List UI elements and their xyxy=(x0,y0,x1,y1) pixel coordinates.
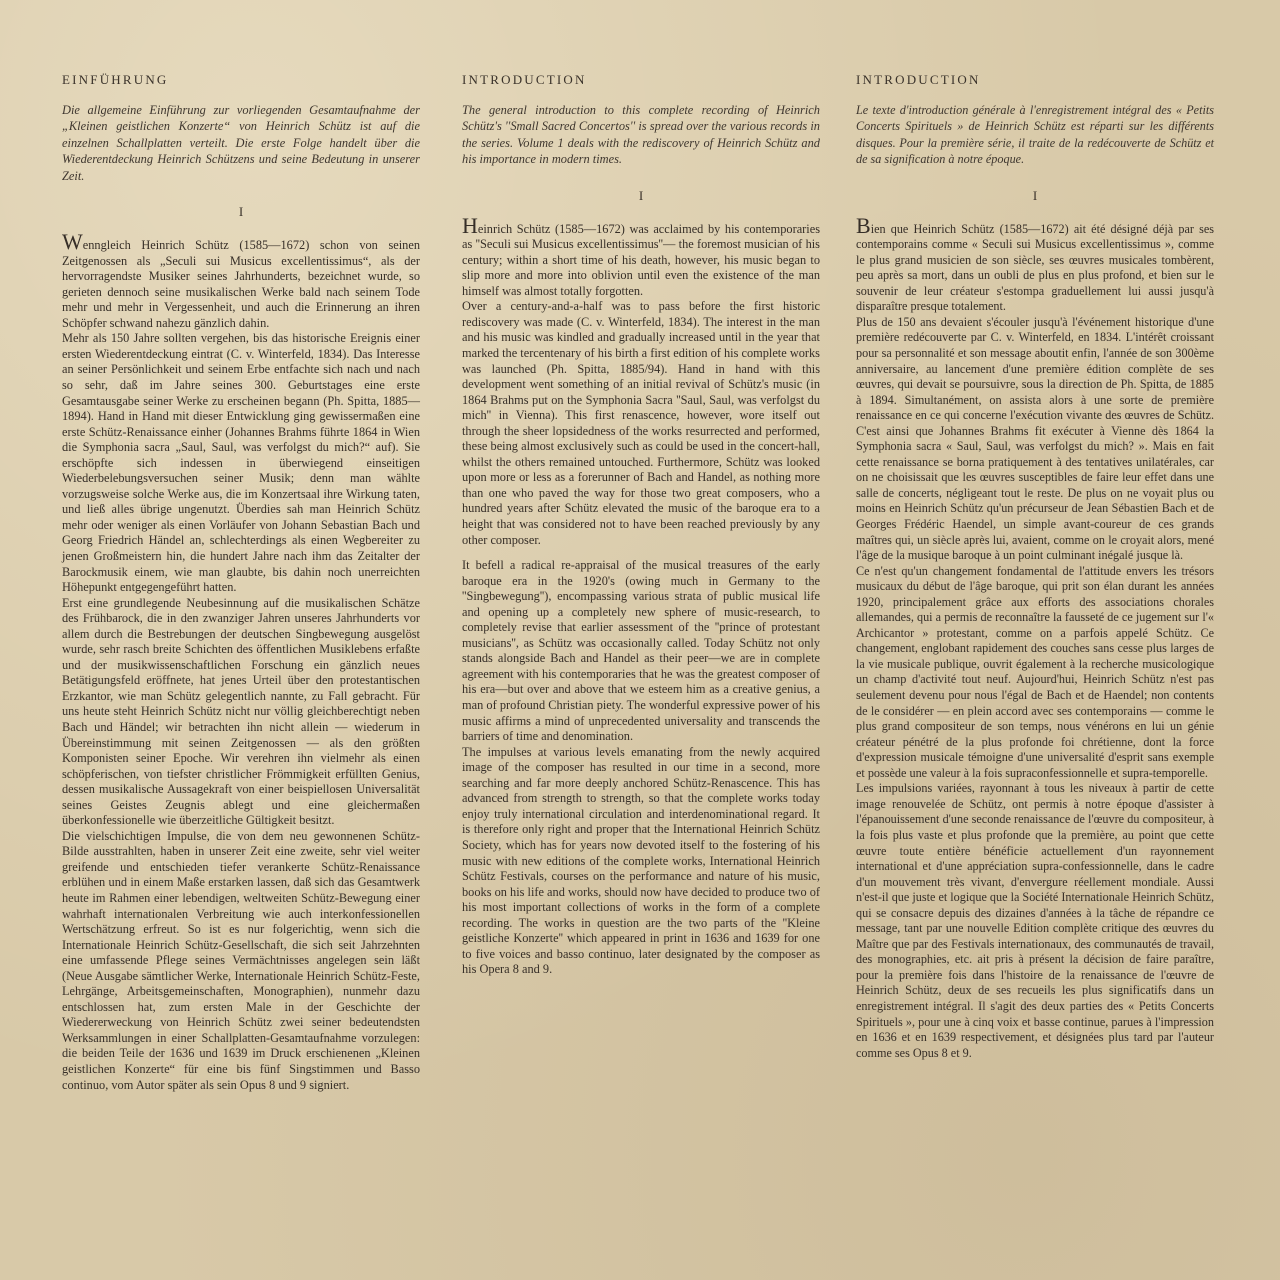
paragraph-french-2: Plus de 150 ans devaient s'écouler jusqu'à l'événement historique d'une première redécouverte par C. v. Winterfeld, en 1834. L'intérêt croissant pour sa personnalité et son message aboutit enfin, l'année de son 300ème anniversaire, au lancement d'une première édition complète de ses œuvres, qui devait se poursuivre, sous la direction de Ph. Spitta, de 1885 à 1894. Simultanément, on assista alors à une sorte de première renaissance en ce qui concerne l'exécution vivante des œuvres de Schütz. C'est ainsi que Johannes Brahms fit exécuter à Vienne dès 1864 la Symphonia sacra « Saul, Saul, was verfolgst du mich? ». Mais en fait cette renaissance se borna pratiquement à des tentatives unilatérales, car on ne choisissait que les œuvres susceptibles de faire leur effet dans une salle de concerts, négligeant tout le reste. De plus on ne voyait plus ou moins en Heinrich Schütz qu'un précurseur de Jean Sébastien Bach et de Georges Frédéric Haendel, un simple avant-coureur de ces grands maîtres qui, un siècle après lui, avaient, comme on le croyait alors, mené l'âge de la musique baroque à un point culminant inégalé jusque là. xyxy=(856,314,1214,563)
paragraph-english-4: The impulses at various levels emanating from the newly acquired image of the composer has resulted in our time in a second, more searching and far more deeply anchored Schütz-Renascence. This has advanced from strength to strength, so that the complete works today enjoy truly international circulation and interdenominational regard. It is therefore only right and proper that the International Heinrich Schütz Society, which has for years now devoted itself to the fostering of his music with new editions of the complete works, International Heinrich Schütz Festivals, courses on the performance and nature of his music, books on his life and works, should now have decided to produce two of his most important collections of works in the form of a complete recording. The works in question are the two parts of the ''Kleine geistliche Konzerte'' which appeared in print in 1636 and 1639 for one to five voices and basso continuo, later designated by the composer as his Opera 8 and 9. xyxy=(462,744,820,977)
dropcap-german: W xyxy=(62,229,83,255)
paragraph-french-4: Les impulsions variées, rayonnant à tous les niveaux à partir de cette image renouvelée de Schütz, ont permis à notre époque d'assister à l'épanouissement d'une seconde renaissance de l'œuvre du compositeur, à la fois plus vaste et plus profonde que la première, au point que cette œuvre toute entière bénéficie actuellement d'un rayonnement international et d'une appréciation supra-confessionnelle, dans le cadre d'un mouvement très vivant, d'envergure réellement mondiale. Aussi n'est-il que juste et logique que la Société Internationale Heinrich Schütz, qui se consacre depuis des dizaines d'années à la tâche de répandre ce message, tant par une nouvelle Edition complète critique des œuvres du Maître que par des Festivals internationaux, des communautés de travail, des monographies, etc. ait pris à présent la décision de faire paraître, pour la première fois dans l'histoire de la renaissance de l'œuvre de Heinrich Schütz, deux de ses recueils les plus significatifs dans un enregistrement intégral. Il s'agit des deux parties des « Petits Concerts Spirituels », pour une à cinq voix et basse continue, parues à l'impression en 1636 et en 1639 respectivement, et désignées plus tard par l'auteur comme ses Opus 8 et 9. xyxy=(856,781,1214,1060)
intro-french: Le texte d'introduction générale à l'enregistrement intégral des « Petits Concerts Spirituels » de Heinrich Schütz est réparti sur les différents disques. Pour la première série, il traite de la redécouverte de Schütz et de sa signification à notre époque. xyxy=(856,103,1214,167)
paragraph-french-3: Ce n'est qu'un changement fondamental de l'attitude envers les trésors musicaux du début de l'âge baroque, qui prit son élan durant les années 1920, principalement grâce aux efforts des associations chorales allemandes, qui a permis de reconnaître la fausseté de ce jugement sur l'« Archicantor » protestant, comme on a parfois appelé Schütz. Ce changement, englobant rapidement des couches sans cesse plus larges de la vie musicale publique, ouvrit également à la recherche musicologique un champ d'activité tout neuf. Aujourd'hui, Heinrich Schütz n'est pas seulement devenu pour nous l'égal de Bach et de Haendel; non contents de le considérer — en plein accord avec ses contemporains — comme le plus grand compositeur de son temps, nous vénérons en lui un génie créateur pénétré de la plus profonde foi chrétienne, dont la force d'expression musicale témoigne d'une universalité d'esprit sans exemple et possède une valeur à la fois supraconfessionnelle et supra-temporelle. xyxy=(856,563,1214,780)
paragraph-german-2: Mehr als 150 Jahre sollten vergehen, bis das historische Ereignis einer ersten Wiederentdeckung eintrat (C. v. Winterfeld, 1834). Das Interesse an seiner Persönlichkeit und seinem Erbe entfachte sich nach und nach so sehr, daß im Jahre seines 300. Geburtstages eine erste Gesamtausgabe seiner Werke zu erscheinen begann (Ph. Spitta, 1885—1894). Hand in Hand mit dieser Entwicklung ging gewissermaßen eine erste Schütz-Renaissance einher (Johannes Brahms führte 1864 in Wien die Symphonia sacra „Saul, Saul, was verfolgst du mich?“ auf). Sie erschöpfte sich indessen in überwiegend einseitigen Wiederbelebungsversuchen seiner Musik; denn man wählte vorzugsweise solche Werke aus, die im Konzertsaal ihre Wirkung taten, und ließ alles übrige ungenutzt. Überdies sah man Heinrich Schütz mehr oder weniger als einen Vorläufer von Johann Sebastian Bach und Georg Friedrich Händel an, schlechterdings als einen Wegbereiter zu jenen Großmeistern hin, die hundert Jahre nach ihm das Zeitalter der Barockmusik einem, wie man glaubte, bis dahin noch unerreichten Höhepunkt entgegengeführt hatten. xyxy=(62,331,420,595)
column-english xyxy=(462,72,820,978)
paragraph-german-3: Erst eine grundlegende Neubesinnung auf die musikalischen Schätze des Frühbarock, die in den zwanziger Jahren unseres Jahrhunderts vor allem durch die Bestrebungen der deutschen Singbewegung ausgelöst wurde, sehr rasch breite Schichten des öffentlichen Musiklebens erfaßte und der musikwissenschaftlichen Forschung ein gänzlich neues Betätigungsfeld eröffnete, hat jenes Urteil über den protestantischen Erzkantor, wie man Schütz gelegentlich nannte, zu Fall gebracht. Für uns heute steht Heinrich Schütz nicht nur völlig gleichberechtigt neben Bach und Händel; wir betrachten ihn nicht allein — wiederum in Übereinstimmung mit seinen Zeitgenossen — als den größten Komponisten seiner Epoche. Wir verehren ihn vielmehr als einen schöpferischen, von tiefster christlicher Frömmigkeit erfüllten Genius, dessen musikalische Aussagekraft von einer beispiellosen Universalität seines Geistes Zeugnis ablegt und eine gleichermaßen überkonfessionelle wie überzeitliche Gültigkeit besitzt. xyxy=(62,595,420,828)
body-french xyxy=(856,212,1214,1062)
paragraph-english-3: It befell a radical re-appraisal of the musical treasures of the early baroque era in the 1920's (owing much in Germany to the ''Singbewegung''), encompassing various strata of public musical life and opening up a completely new sphere of music-research, to completely revise that earlier assessment of the ''prince of protestant musicians'', as Schütz was occasionally called. Today Schütz not only stands alongside Bach and Handel as their peer—we are in complete agreement with his contemporaries that he was the greatest composer of his era—but over and above that we esteem him as a creative genius, a man of profound Christian piety. The wonderful expressive power of his music affirms a mind of unprecedented universality and transcends the barriers of time and denomination. xyxy=(462,558,820,744)
body-german xyxy=(62,229,420,1093)
column-french xyxy=(856,72,1214,1061)
section-numeral-german: I xyxy=(238,204,244,220)
intro-english: The general introduction to this complete recording of Heinrich Schütz's ''Small Sacred Concertos'' is spread over the various records in the series. Volume 1 deals with the rediscovery of Heinrich Schütz and his importance in modern times. xyxy=(462,103,820,167)
body-english xyxy=(462,212,820,978)
dropcap-english: H xyxy=(462,212,478,238)
paragraph-german-4: Die vielschichtigen Impulse, die von dem neu gewonnenen Schütz-Bilde ausstrahlten, haben in unserer Zeit eine zweite, sehr viel weiter greifende und entschieden tiefer verankerte Schütz-Renaissance erblühen und in einem Maße erstarken lassen, daß sich das Gesamtwerk heute im Rahmen einer lebendigen, weltweiten Schütz-Bewegung einer wahrhaft internationalen Verbreitung wie auch interkonfessionellen Wertschätzung erfreut. So ist es nur folgerichtig, wenn sich die Internationale Heinrich Schütz-Gesellschaft, die sich seit Jahrzehnten eine umfassende Pflege seines Vermächtnisses angelegen sein läßt (Neue Ausgabe sämtlicher Werke, Internationale Heinrich Schütz-Feste, Lehrgänge, Arbeitsgemeinschaften, Monographien), nunmehr dazu entschlossen hat, zum ersten Male in der Geschichte der Wiedererweckung von Heinrich Schütz zwei seiner bedeutendsten Werksammlungen in einer Schallplatten-Gesamtaufnahme vorzulegen: die beiden Teile der 1636 und 1639 im Druck erschienenen „Kleinen geistlichen Konzerte“ für eine bis fünf Singstimmen und Basso continuo, vom Autor später als sein Opus 8 und 9 signiert. xyxy=(62,828,420,1092)
heading-german: EINFÜHRUNG xyxy=(62,72,169,87)
section-numeral-french: I xyxy=(1032,187,1038,203)
intro-german: Die allgemeine Einführung zur vorliegenden Gesamtaufnahme der „Kleinen geistlichen Konzerte“ von Heinrich Schütz ist auf die einzelnen Schallplatten verteilt. Die erste Folge handelt über die Wiederentdeckung Heinrich Schützens und seine Bedeutung in unserer Zeit. xyxy=(62,103,420,183)
paragraph-german-1: Wenngleich Heinrich Schütz (1585—1672) schon von seinen Zeitgenossen als „Seculi sui Musicus excellentissimus“, als der hervorragendste Musiker seines Jahrhunderts, bezeichnet wurde, so gerieten dennoch seine musikalischen Werke bald nach seinem Tode mehr und mehr in Vergessenheit, und auch die Erinnerung an ihren Schöpfer schwand nahezu gänzlich dahin. xyxy=(62,229,420,330)
paragraph-french-1: Bien que Heinrich Schütz (1585—1672) ait été désigné déjà par ses contemporains comme « Seculi sui Musicus excellentissimus », comme le plus grand musicien de son siècle, ses œuvres musicales tombèrent, peu après sa mort, dans un oubli de plus en plus profond, et bien sur le souvenir de leur créateur s'estompa graduellement lui aussi jusqu'à disparaître presque totalement. xyxy=(856,212,1214,314)
column-german xyxy=(62,72,420,1093)
heading-french: INTRODUCTION xyxy=(856,72,981,87)
dropcap-french: B xyxy=(856,212,871,238)
heading-english: INTRODUCTION xyxy=(462,72,587,87)
paragraph-english-1: Heinrich Schütz (1585—1672) was acclaimed by his contemporaries as ''Seculi sui Musicus excellentissimus''— the foremost musician of his century; within a short time of his death, however, his music began to slip more and more into oblivion until even the existence of the man himself was almost totally forgotten. xyxy=(462,212,820,298)
section-numeral-english: I xyxy=(638,187,644,203)
paragraph-english-2: Over a century-and-a-half was to pass before the first historic rediscovery was made (C. v. Winterfeld, 1834). The interest in the man and his music was kindled and gradually increased until in the year that marked the tercentenary of his birth a first edition of his complete works was launched (Ph. Spitta, 1885/94). Hand in hand with this development went something of an initial revival of Schütz's music (in 1864 Brahms put on the Symphonia Sacra ''Saul, Saul, was verfolgst du mich'' in Vienna). This first renascence, however, wore itself out through the sheer lopsidedness of the works resurrected and performed, these being almost exclusively such as could be used in the concert-hall, whilst the others remained untouched. Furthermore, Schütz was looked upon more or less as a forerunner of Bach and Handel, as nothing more than one who paved the way for those two great composers, who a hundred years after Schütz elevated the music of the baroque era to a height that was considered not to have been reached previously by any other composer. xyxy=(462,299,820,547)
